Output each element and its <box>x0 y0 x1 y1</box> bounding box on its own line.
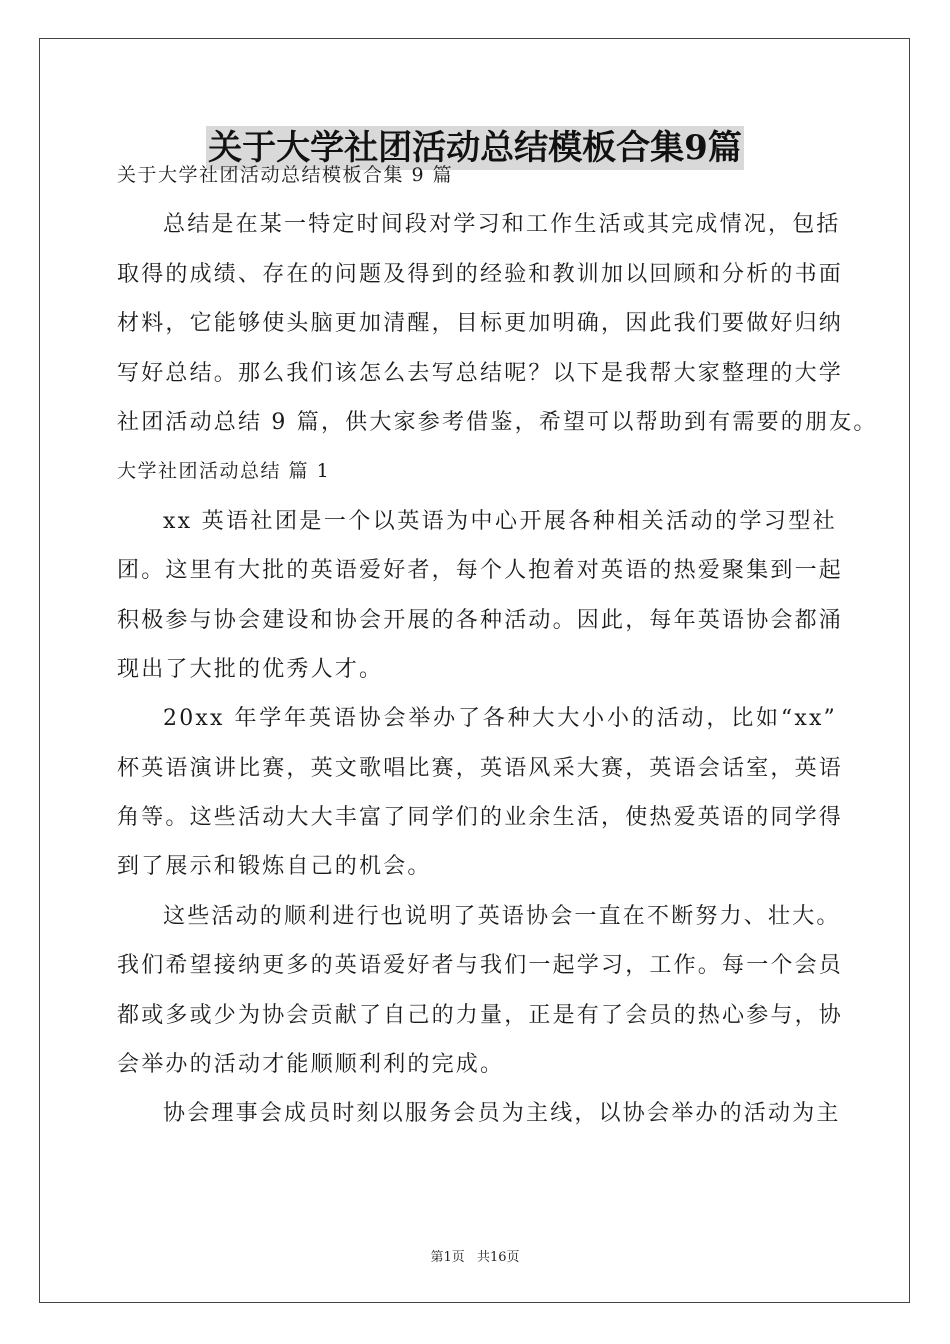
page-footer <box>0 1246 950 1265</box>
paragraph-line: 团。这里有大批的英语爱好者，每个人抱着对英语的热爱聚集到一起 <box>117 558 844 584</box>
document-body <box>117 151 878 1139</box>
page-number: 第1页 <box>430 1250 465 1265</box>
paragraph-line: 到了展示和锻炼自己的机会。 <box>117 854 432 880</box>
paragraph-line: 都或多或少为协会贡献了自己的力量，正是有了会员的热心参与，协 <box>117 1002 844 1028</box>
paragraph-line: 这些活动的顺利进行也说明了英语协会一直在不断努力、壮大。 <box>163 903 841 929</box>
paragraph-line: 积极参与协会建设和协会开展的各种活动。因此，每年英语协会都涌 <box>117 607 844 633</box>
document-title: 关于大学社团活动总结模板合集9篇 <box>208 128 742 168</box>
paragraph-line: 写好总结。那么我们该怎么去写总结呢？以下是我帮大家整理的大学 <box>117 360 844 386</box>
paragraph-line: 现出了大批的优秀人才。 <box>117 656 384 682</box>
paragraph-line: 会举办的活动才能顺顺利利的完成。 <box>117 1052 505 1078</box>
paragraph-line: 20xx 年学年英语协会举办了各种大大小小的活动，比如“xx” <box>163 706 837 732</box>
page-total: 共16页 <box>476 1250 520 1265</box>
paragraph-line: 我们希望接纳更多的英语爱好者与我们一起学习，工作。每一个会员 <box>117 953 844 979</box>
paragraph-line: 社团活动总结 9 篇，供大家参考借鉴，希望可以帮助到有需要的朋友。 <box>117 409 878 435</box>
paragraph-line: 取得的成绩、存在的问题及得到的经验和教训加以回顾和分析的书面 <box>117 261 844 287</box>
paragraph-line: 材料，它能够使头脑更加清醒，目标更加明确，因此我们要做好归纳 <box>117 311 844 337</box>
paragraph-line: 角等。这些活动大大丰富了同学们的业余生活，使热爱英语的同学得 <box>117 805 844 831</box>
paragraph-line: 杯英语演讲比赛，英文歌唱比赛，英语风采大赛，英语会话室，英语 <box>117 755 844 781</box>
subtitle-line: 关于大学社团活动总结模板合集 9 篇 <box>117 164 454 186</box>
paragraph-line: 协会理事会成员时刻以服务会员为主线，以协会举办的活动为主 <box>163 1101 841 1127</box>
section-heading: 大学社团活动总结 篇 1 <box>117 460 331 483</box>
paragraph-line: xx 英语社团是一个以英语为中心开展各种相关活动的学习型社 <box>163 508 837 534</box>
paragraph-line: 总结是在某一特定时间段对学习和工作生活或其完成情况，包括 <box>163 212 841 238</box>
